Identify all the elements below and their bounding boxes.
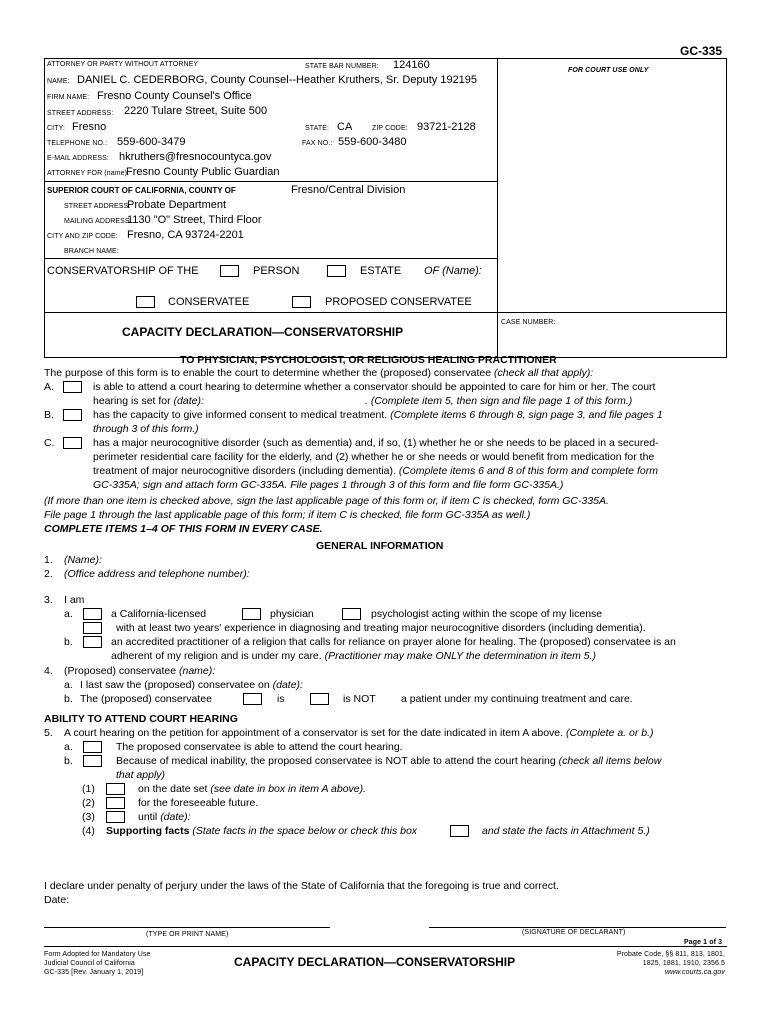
item-b-line2: through 3 of this form.) bbox=[93, 423, 199, 435]
item-c-line4: GC-335A; sign and attach form GC-335A. File pages 1 through 3 of this form and file form GC-335A.) bbox=[93, 479, 564, 491]
sub4-num: (4) bbox=[82, 825, 95, 837]
experience-checkbox[interactable] bbox=[83, 622, 102, 634]
mailing-field[interactable]: 1130 "O" Street, Third Floor bbox=[127, 214, 262, 226]
attorney-for-label: ATTORNEY FOR (name): bbox=[47, 170, 130, 177]
sub3-label: until (date): bbox=[138, 811, 191, 823]
attorney-for-field[interactable]: Fresno County Public Guardian bbox=[126, 166, 280, 178]
telephone-field[interactable]: 559-600-3479 bbox=[117, 136, 186, 148]
note-line3: COMPLETE ITEMS 1–4 OF THIS FORM IN EVERY CASE. bbox=[44, 523, 323, 535]
item4b-label: The (proposed) conservatee bbox=[80, 693, 212, 705]
general-heading: GENERAL INFORMATION bbox=[316, 540, 444, 552]
until-date-checkbox[interactable] bbox=[106, 811, 125, 823]
firm-name-field[interactable]: Fresno County Counsel's Office bbox=[97, 90, 252, 102]
attorney-name-field[interactable]: DANIEL C. CEDERBORG, County Counsel--Heather Kruthers, Sr. Deputy 192195 bbox=[77, 74, 478, 86]
item-b-letter: B. bbox=[44, 409, 54, 421]
zip-label: ZIP CODE: bbox=[372, 125, 408, 132]
mailing-label: MAILING ADDRESS: bbox=[64, 218, 132, 225]
psychologist-label: psychologist acting within the scope of my license bbox=[371, 608, 603, 620]
court-label: SUPERIOR COURT OF CALIFORNIA, COUNTY OF bbox=[47, 186, 236, 195]
form-id: GC-335 bbox=[680, 44, 723, 58]
is-label: is bbox=[277, 693, 285, 705]
item-c-letter: C. bbox=[44, 437, 55, 449]
person-checkbox[interactable] bbox=[220, 265, 239, 277]
proposed-conservatee-checkbox[interactable] bbox=[292, 296, 311, 308]
case-number-label: CASE NUMBER: bbox=[501, 319, 556, 326]
email-field[interactable]: hkruthers@fresnocountyca.gov bbox=[119, 151, 272, 163]
email-label: E-MAIL ADDRESS: bbox=[47, 155, 109, 162]
item3-label: I am bbox=[64, 594, 85, 606]
proposed-conservatee-label: PROPOSED CONSERVATEE bbox=[325, 296, 472, 308]
item-a-line1: is able to attend a court hearing to determine whether a conservator should be appointed to care for him or her. The court bbox=[93, 381, 656, 393]
sub1-num: (1) bbox=[82, 783, 95, 795]
street-field[interactable]: 2220 Tulare Street, Suite 500 bbox=[124, 105, 268, 117]
california-licensed-label: a California-licensed bbox=[111, 608, 207, 620]
caption-bottom-line bbox=[44, 312, 727, 313]
item3b-line2: adherent of my religion and is under my care. (Practitioner may make ONLY the determination in item 5.) bbox=[111, 650, 596, 662]
item5a-label: The proposed conservatee is able to attend the court hearing. bbox=[116, 741, 403, 753]
item-a-letter: A. bbox=[44, 381, 54, 393]
item-a-checkbox[interactable] bbox=[63, 381, 82, 393]
on-date-set-checkbox[interactable] bbox=[106, 783, 125, 795]
item3b-line1: an accredited practitioner of a religion that calls for reliance on prayer alone for healing. The (proposed) conservatee is an bbox=[111, 636, 676, 648]
california-licensed-checkbox[interactable] bbox=[83, 608, 102, 620]
sub2-num: (2) bbox=[82, 797, 95, 809]
state-field[interactable]: CA bbox=[337, 121, 353, 133]
foreseeable-future-checkbox[interactable] bbox=[106, 797, 125, 809]
conservatee-checkbox[interactable] bbox=[136, 296, 155, 308]
intro-heading: TO PHYSICIAN, PSYCHOLOGIST, OR RELIGIOUS HEALING PRACTITIONER bbox=[180, 354, 557, 366]
item5-num: 5. bbox=[44, 727, 53, 739]
bar-number-field[interactable]: 124160 bbox=[393, 59, 430, 71]
estate-label: ESTATE bbox=[360, 265, 402, 277]
adopted-line2: Judicial Council of California bbox=[44, 960, 135, 967]
type-name-label: (TYPE OR PRINT NAME) bbox=[146, 931, 229, 938]
conservatorship-of-label: CONSERVATORSHIP OF THE bbox=[47, 265, 199, 277]
is-not-patient-checkbox[interactable] bbox=[310, 693, 329, 705]
item2-label: (Office address and telephone number): bbox=[64, 568, 250, 580]
title-left-line bbox=[44, 312, 45, 357]
code-line1: Probate Code, §§ 811, 813, 1801, bbox=[616, 951, 725, 958]
note-line1: (If more than one item is checked above, sign the last applicable page of this form or, if item C is checked, form GC-335A. bbox=[44, 495, 609, 507]
item5-label: A court hearing on the petition for appointment of a conservator is set for the date indicated in item A above. (Complete a. or b.) bbox=[64, 727, 654, 739]
physician-label: physician bbox=[270, 608, 314, 620]
telephone-label: TELEPHONE NO.: bbox=[47, 140, 108, 147]
footer-line bbox=[44, 946, 727, 947]
city-label: CITY: bbox=[47, 125, 66, 132]
header-right-line bbox=[726, 58, 727, 358]
name-label: NAME: bbox=[47, 78, 70, 85]
item2-num: 2. bbox=[44, 568, 53, 580]
attorney-label: ATTORNEY OR PARTY WITHOUT ATTORNEY bbox=[47, 61, 199, 68]
note-line2: File page 1 through the last applicable page of this form; if item C is checked, file form GC-335A as well.) bbox=[44, 509, 531, 521]
item1-label: (Name): bbox=[64, 554, 102, 566]
court-street-field[interactable]: Probate Department bbox=[127, 199, 227, 211]
adopted-line3: GC-335 [Rev. January 1, 2019] bbox=[44, 969, 144, 976]
sub2-label: for the foreseeable future. bbox=[138, 797, 259, 809]
item-b-checkbox[interactable] bbox=[63, 409, 82, 421]
fax-field[interactable]: 559-600-3480 bbox=[338, 136, 407, 148]
attachment-5-checkbox[interactable] bbox=[450, 825, 469, 837]
item3a-letter: a. bbox=[64, 608, 73, 620]
item5b-line2: that apply) bbox=[116, 769, 166, 781]
zip-field[interactable]: 93721-2128 bbox=[417, 121, 476, 133]
of-name-label: OF (Name): bbox=[424, 265, 482, 277]
item-c-line2: perimeter residential care facility for the elderly, and (2) whether he or she needs or would benefit from medication for the bbox=[93, 451, 655, 463]
item1-num: 1. bbox=[44, 554, 53, 566]
cityzip-label: CITY AND ZIP CODE: bbox=[47, 233, 118, 240]
sub4-label2: and state the facts in Attachment 5.) bbox=[482, 825, 650, 837]
estate-checkbox[interactable] bbox=[327, 265, 346, 277]
item5b-letter: b. bbox=[64, 755, 73, 767]
branch-label: BRANCH NAME: bbox=[64, 248, 119, 255]
religious-practitioner-checkbox[interactable] bbox=[83, 636, 102, 648]
sub1-label: on the date set (see date in box in item A above). bbox=[138, 783, 367, 795]
item4a-letter: a. bbox=[64, 679, 73, 691]
cityzip-field[interactable]: Fresno, CA 93724-2201 bbox=[127, 229, 244, 241]
firm-label: FIRM NAME: bbox=[47, 94, 90, 101]
city-field[interactable]: Fresno bbox=[72, 121, 107, 133]
print-name-line bbox=[44, 927, 330, 928]
item-a-line2b: . (Complete item 5, then sign and file page 1 of this form.) bbox=[365, 395, 633, 407]
attorney-bottom-line bbox=[44, 181, 497, 182]
footer-title: CAPACITY DECLARATION—CONSERVATORSHIP bbox=[234, 955, 516, 969]
item5b-label: Because of medical inability, the proposed conservatee is NOT able to attend the court hearing (check all items below bbox=[116, 755, 662, 767]
item-c-checkbox[interactable] bbox=[63, 437, 82, 449]
sub4-label: Supporting facts (State facts in the space below or check this box bbox=[106, 825, 418, 837]
able-to-attend-checkbox[interactable] bbox=[83, 741, 102, 753]
street-label: STREET ADDRESS: bbox=[47, 110, 114, 117]
adopted-line1: Form Adopted for Mandatory Use bbox=[44, 951, 151, 958]
person-label: PERSON bbox=[253, 265, 300, 277]
experience-label: with at least two years' experience in diagnosing and treating major neurocognitive disorders (including dementia). bbox=[116, 622, 646, 634]
state-label: STATE: bbox=[305, 125, 330, 132]
page-number: Page 1 of 3 bbox=[684, 939, 723, 946]
item4b-letter: b. bbox=[64, 693, 73, 705]
physician-checkbox[interactable] bbox=[242, 608, 261, 620]
form-title: CAPACITY DECLARATION—CONSERVATORSHIP bbox=[122, 325, 404, 339]
item4b-rest: a patient under my continuing treatment and care. bbox=[401, 693, 633, 705]
court-use-label: FOR COURT USE ONLY bbox=[568, 67, 649, 74]
item3b-letter: b. bbox=[64, 636, 73, 648]
conservatee-label: CONSERVATEE bbox=[168, 296, 250, 308]
declaration-text: I declare under penalty of perjury under the laws of the State of California that the foregoing is true and correct. bbox=[44, 880, 559, 892]
not-able-to-attend-checkbox[interactable] bbox=[83, 755, 102, 767]
bar-label: STATE BAR NUMBER: bbox=[305, 63, 379, 70]
signature-label: (SIGNATURE OF DECLARANT) bbox=[522, 929, 626, 936]
court-use-divider bbox=[497, 58, 498, 358]
item-c-line1: has a major neurocognitive disorder (such as dementia) and, if so, (1) whether he or she needs to be placed in a secured- bbox=[93, 437, 659, 449]
court-bottom-line bbox=[44, 258, 497, 259]
code-line2: 1825, 1881, 1910, 2356.5 bbox=[642, 960, 725, 967]
item-a-line2: hearing is set for (date): bbox=[93, 395, 204, 407]
item4-label: (Proposed) conservatee (name): bbox=[64, 665, 216, 677]
item3-num: 3. bbox=[44, 594, 53, 606]
county-field[interactable]: Fresno/Central Division bbox=[291, 184, 406, 196]
is-patient-checkbox[interactable] bbox=[243, 693, 262, 705]
item4-num: 4. bbox=[44, 665, 53, 677]
item4a-label: I last saw the (proposed) conservatee on (date): bbox=[80, 679, 303, 691]
hearing-heading: ABILITY TO ATTEND COURT HEARING bbox=[44, 713, 238, 725]
purpose-text: The purpose of this form is to enable the court to determine whether the (proposed) conservatee (check all that apply): bbox=[44, 367, 594, 379]
sub3-num: (3) bbox=[82, 811, 95, 823]
signature-line bbox=[429, 927, 726, 928]
item-b-line1: has the capacity to give informed consent to medical treatment. (Complete items 6 through 8, sign page 3, and file pages 1 bbox=[93, 409, 663, 421]
date-label: Date: bbox=[44, 894, 70, 906]
courts-link[interactable]: www.courts.ca.gov bbox=[664, 969, 725, 976]
psychologist-checkbox[interactable] bbox=[342, 608, 361, 620]
item5a-letter: a. bbox=[64, 741, 73, 753]
court-street-label: STREET ADDRESS: bbox=[64, 203, 131, 210]
item-c-line3: treatment of major neurocognitive disorders (including dementia). (Complete items 6 and 8 of this form and complete form bbox=[93, 465, 658, 477]
header-left-line bbox=[44, 58, 45, 312]
header-top-line bbox=[44, 58, 727, 59]
is-not-label: is NOT bbox=[343, 693, 376, 705]
fax-label: FAX NO.: bbox=[302, 140, 333, 147]
